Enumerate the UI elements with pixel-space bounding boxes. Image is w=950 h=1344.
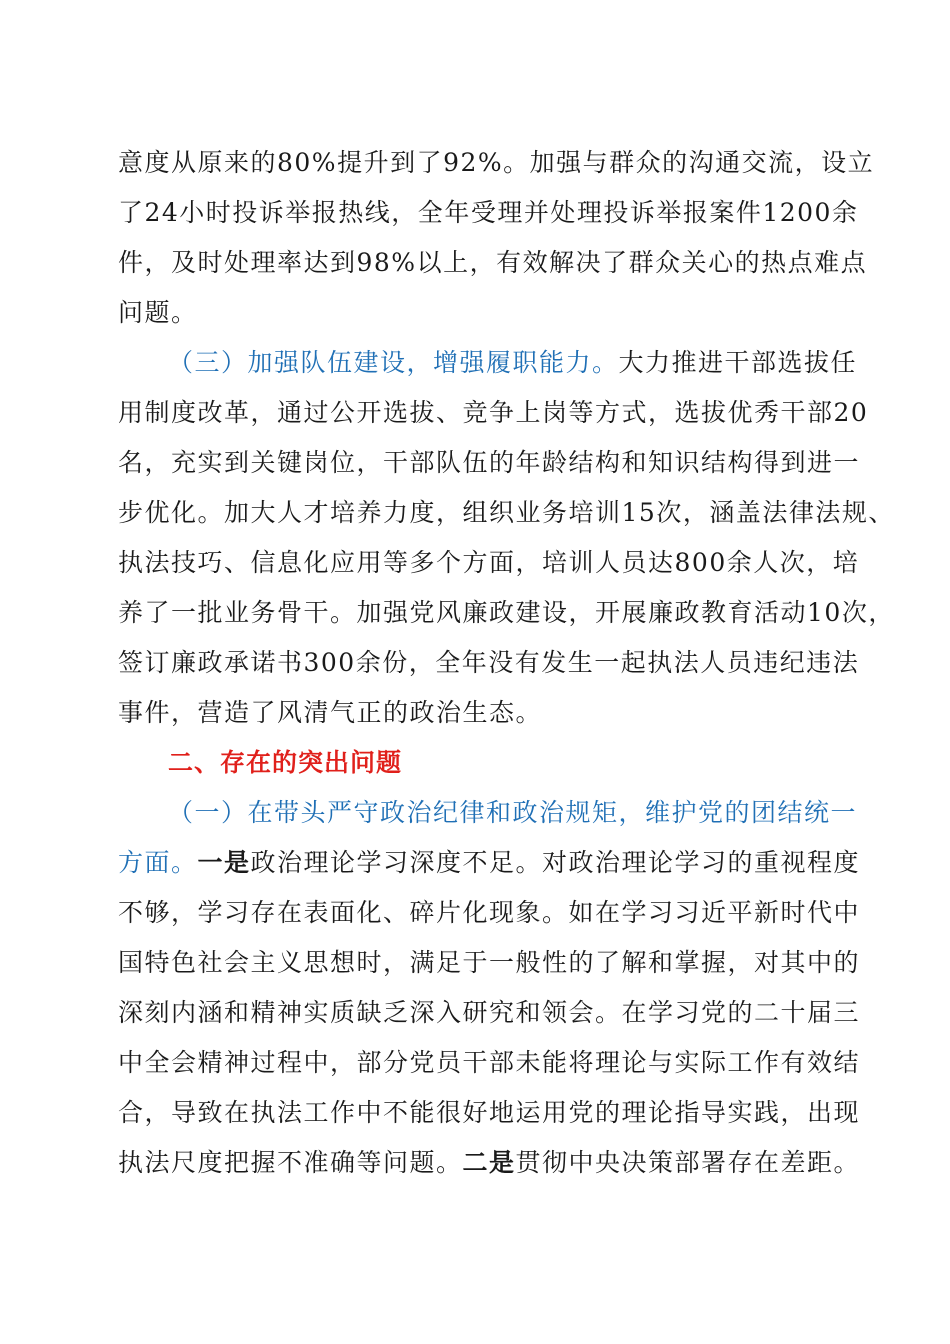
paragraph-line: 不够，学习存在表面化、碎片化现象。如在学习习近平新时代中 bbox=[118, 898, 861, 927]
paragraph-line: （三）加强队伍建设，增强履职能力。大力推进干部选拔任 bbox=[168, 348, 858, 377]
paragraph-line: 执法技巧、信息化应用等多个方面，培训人员达800余人次，培 bbox=[118, 548, 860, 577]
subsection-heading: （三）加强队伍建设，增强履职能力。 bbox=[168, 348, 619, 377]
paragraph-line: 养了一批业务骨干。加强党风廉政建设，开展廉政教育活动10次， bbox=[118, 598, 895, 627]
paragraph-line: 执法尺度把握不准确等问题。二是贯彻中央决策部署存在差距。 bbox=[118, 1148, 861, 1177]
paragraph-line: 方面。一是政治理论学习深度不足。对政治理论学习的重视程度 bbox=[118, 848, 861, 877]
paragraph-line: 名，充实到关键岗位，干部队伍的年龄结构和知识结构得到进一 bbox=[118, 448, 861, 477]
paragraph-line: 签订廉政承诺书300余份，全年没有发生一起执法人员违纪违法 bbox=[118, 648, 860, 677]
paragraph-line: 件，及时处理率达到98%以上，有效解决了群众关心的热点难点 bbox=[118, 248, 868, 277]
paragraph-line: 意度从原来的80%提升到了92%。加强与群众的沟通交流，设立 bbox=[118, 148, 875, 177]
paragraph-line: 中全会精神过程中，部分党员干部未能将理论与实际工作有效结 bbox=[118, 1048, 861, 1077]
section-heading: 二、存在的突出问题 bbox=[168, 748, 403, 777]
point-marker: 二是 bbox=[462, 1148, 516, 1177]
subsection-heading-tail: 方面。 bbox=[118, 848, 198, 877]
paragraph-line: 了24小时投诉举报热线，全年受理并处理投诉举报案件1200余 bbox=[118, 198, 859, 227]
subsection-heading: （一）在带头严守政治纪律和政治规矩，维护党的团结统一 bbox=[168, 798, 858, 827]
paragraph-line: 问题。 bbox=[118, 298, 198, 327]
paragraph-line: 国特色社会主义思想时，满足于一般性的了解和掌握，对其中的 bbox=[118, 948, 861, 977]
paragraph-line: 深刻内涵和精神实质缺乏深入研究和领会。在学习党的二十届三 bbox=[118, 998, 861, 1027]
paragraph-line: 步优化。加大人才培养力度，组织业务培训15次，涵盖法律法规、 bbox=[118, 498, 895, 527]
paragraph-line: 用制度改革，通过公开选拔、竞争上岗等方式，选拔优秀干部20 bbox=[118, 398, 869, 427]
point-marker: 一是 bbox=[197, 848, 251, 877]
paragraph-line: 合，导致在执法工作中不能很好地运用党的理论指导实践，出现 bbox=[118, 1098, 861, 1127]
paragraph-line bbox=[168, 800, 857, 825]
paragraph-line: 事件，营造了风清气正的政治生态。 bbox=[118, 698, 543, 727]
